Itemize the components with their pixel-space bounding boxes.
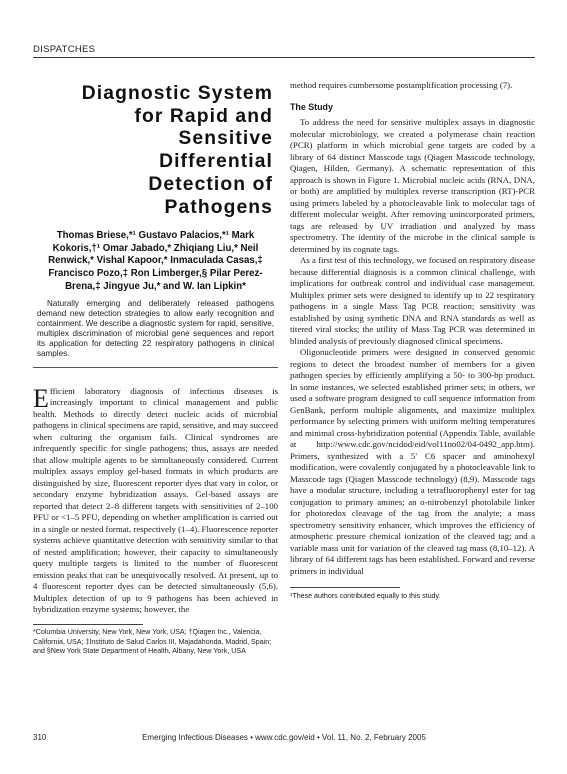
journal-citation: Emerging Infectious Diseases • www.cdc.gov/eid • Vol. 11, No. 2, February 2005: [142, 733, 426, 742]
left-column: [33, 80, 278, 656]
title-line: Pathogens: [164, 196, 273, 218]
page-number: 310: [33, 733, 47, 742]
affiliations-footnote: *Columbia University, New York, New York, USA; †Qiagen Inc., Valencia, California, USA; ‡Instituto de Salud Carlos III, Majadahonda, Madrid, Spain; and §New York State Department of Health, Albany, New York, USA: [33, 628, 272, 655]
title-line: Detection of: [148, 173, 273, 195]
title-line: Differential: [159, 151, 273, 173]
study-paragraph-2: As a first test of this technology, we focused on respiratory disease because differential diagnosis is a common clinical challenge, with implications for outbreak control and individual case management. Multiplex primer sets were designed to identify up to 22 respiratory pathogens in a single Mass Tag PCR reaction; sensitivity was established by using synthetic DNA and RNA standards as well as titered viral stocks; the utility of Mass Tag PCR was determined in blinded analysis of previously diagnosed clinical specimens.: [290, 255, 535, 346]
title-line: for Rapid and: [134, 105, 273, 127]
abstract-divider: [33, 367, 278, 368]
left-body: [33, 383, 278, 616]
study-heading: The Study: [290, 101, 333, 112]
footnote-divider-right: [290, 587, 400, 588]
right-column: [290, 80, 535, 600]
study-paragraph-1: To address the need for sensitive multiplex assays in diagnostic molecular microbiology, we created a polymerase chain reaction (PCR) platform in which microbial gene targets are coded by a library of 64 distinct Masscode tags (Qiagen Masscode technology, Qiagen, Hilden, Germany). A schematic representation of this approach is shown in Figure 1. Microbial nucleic acids (RNA, DNA, or both) are amplified by multiplex reverse transcription (RT)-PCR using primers labeled by a photocleavable link to molecular tags of different molecular weight. After removing unincorporated primers, tags are released by UV irradiation and analyzed by mass spectrometry. The identity of the microbe in the clinical sample is determined by its cognate tags.: [290, 117, 535, 254]
right-body: [290, 80, 535, 577]
title-line: Sensitive: [178, 128, 273, 150]
drop-cap: E: [33, 383, 49, 413]
article-title: [33, 83, 273, 219]
continued-paragraph: method requires cumbersome postamplification processing (7).: [290, 80, 513, 90]
intro-paragraph: fficient laboratory diagnosis of infectious diseases is increasingly important to clinical management and public health. Methods to directly detect nucleic acids of microbial pathogens in clinical specimens are rapid, sensitive, and may succeed when culturing the organism fails. Clinical syndromes are infrequently specific for single pathogens; thus, assays are needed that allow multiple agents to be simultaneously considered. Current multiplex assays employ gel-based formats in which products are distinguished by size, fluorescent reporter dyes that vary in color, or secondary enzyme hybridization assays. Gel-based assays are reported that detect 2–8 different targets with sensitivities of 2–100 PFU or <1–5 PFU, depending on whether amplification is carried out in a single or nested format, respectively (1–4). Fluorescence reporter systems achieve quantitative detection with sensitivity similar to that of nested amplification; however, their capacity to simultaneously query multiple targets is limited to the number of fluorescent emission peaks that can be unequivocally resolved. At present, up to 4 fluorescent reporter dyes can be detected simultaneously (5,6). Multiplex detection of up to 9 pathogens has been achieved in hybridization enzyme systems; however, the: [33, 385, 278, 615]
section-divider: [33, 57, 535, 58]
footnote-divider: [33, 624, 143, 625]
title-line: Diagnostic System: [81, 83, 273, 104]
author-list: Thomas Briese,*¹ Gustavo Palacios,*¹ Mark Kokoris,†¹ Omar Jabado,* Zhiqiang Liu,* Neil Renwick,* Vishal Kapoor,* Inmaculada Casas,‡ Francisco Pozo,‡ Ron Limberger,§ Pilar Perez-Brena,‡ Jingyue Ju,* and W. Ian Lipkin*: [48, 230, 263, 292]
study-paragraph-3: Oligonucleotide primers were designed in conserved genomic regions to detect the broadest number of members for a given pathogen species by efficiently amplifying a 50- to 300-bp product. In some instances, we selected established primer sets; in others, we used a software program designed to cull sequence information from GenBank, perform multiple alignments, and maximize multiplex performance by selecting primers with uniform melting temperatures and minimal cross-hybridization potential (Appendix Table, available at http://www.cdc.gov/ncidod/eid/vol11no02/04-0492_app.htm). Primers, synthesized with a 5′ C6 spacer and aminohexyl modification, were covalently conjugated by a photocleavable link to Masscode tags (Qiagen Masscode technology) (8,9). Masscode tags have a modular structure, including a tetrafluorophenyl ester for tag conjugation to primary amines; an o-nitrobenzyl photolabile linker for photoredox cleavage of the tag from the analyte; a mass spectrometry sensitivity enhancer, which improves the efficiency of atmospheric pressure chemical ionization of the cleaved tag; and a variable mass unit for variation of the cleaved tag mass (8,10–12). A library of 64 different tags has been established. Forward and reverse primers in individual: [290, 347, 535, 576]
section-header: DISPATCHES: [33, 44, 96, 55]
equal-contribution-footnote: ¹These authors contributed equally to this study.: [290, 591, 441, 600]
abstract: Naturally emerging and deliberately released pathogens demand new detection strategies to allow early recognition and containment. We describe a diagnostic system for rapid, sensitive, multiplex discrimination of microbial gene sequences and report its application for detecting 22 respiratory pathogens in clinical samples.: [37, 299, 274, 358]
